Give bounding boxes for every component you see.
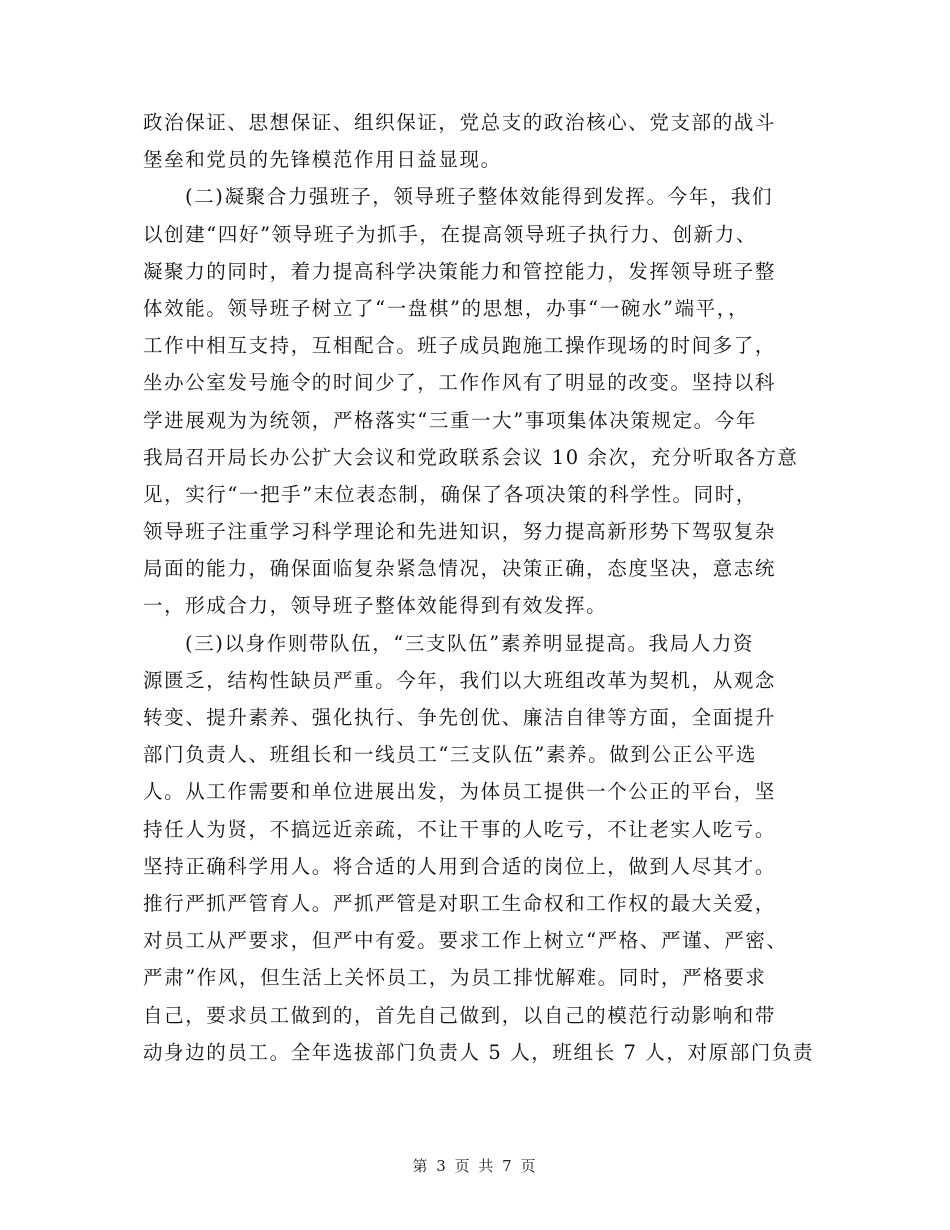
text-line: 坚持正确科学用人。将合适的人用到合适的岗位上，做到人尽其才。 [143, 854, 777, 878]
text-line: 学进展观为为统领，严格落实“三重一大”事项集体决策规定。今年 [143, 408, 757, 432]
text-line: 动身边的员工。全年选拔部门负责人 5 人，班组长 7 人，对原部门负责 [143, 1040, 815, 1064]
text-line: 局面的能力，确保面临复杂紧急情况，决策正确，态度坚决，意志统 [143, 557, 777, 581]
body-text [143, 104, 815, 1071]
text-line: 见，实行“一把手”末位表态制，确保了各项决策的科学性。同时， [143, 482, 757, 506]
text-line: 体效能。领导班子树立了“一盘棋”的思想，办事“一碗水”端平，， [143, 296, 750, 320]
text-line: 一，形成合力，领导班子整体效能得到有效发挥。 [143, 594, 608, 618]
text-line: 政治保证、思想保证、组织保证，党总支的政治核心、党支部的战斗 [143, 111, 777, 134]
paragraph-first-line: (三)以身作则带队伍，“三支队伍”素养明显提高。我局人力资 [185, 631, 755, 655]
text-line: 我局召开局长办公扩大会议和党政联系会议 10 余次，充分听取各方意 [143, 445, 799, 469]
text-line: 人。从工作需要和单位进展出发，为体员工提供一个公正的平台，坚 [143, 780, 777, 804]
text-line: 工作中相互支持，互相配合。班子成员跑施工操作现场的时间多了， [143, 334, 777, 358]
text-line: 持任人为贤，不搞远近亲疏，不让干事的人吃亏，不让老实人吃亏。 [143, 817, 777, 841]
paragraph-first-line: (二)凝聚合力强班子，领导班子整体效能得到发挥。今年，我们 [185, 185, 774, 209]
text-line: 源匮乏，结构性缺员严重。今年，我们以大班组改革为契机，从观念 [143, 668, 777, 692]
text-line: 坐办公室发号施令的时间少了，工作作风有了明显的改变。坚持以科 [143, 371, 777, 395]
text-line: 部门负责人、班组长和一线员工“三支队伍”素养。做到公正公平选 [143, 743, 757, 767]
text-line: 领导班子注重学习科学理论和先进知识，努力提高新形势下驾驭复杂 [143, 520, 777, 544]
text-line: 推行严抓严管育人。严抓严管是对职工生命权和工作权的最大关爱， [143, 891, 777, 915]
text-line: 凝聚力的同时，着力提高科学决策能力和管控能力，发挥领导班子整 [143, 259, 777, 283]
text-line: 严肃”作风，但生活上关怀员工，为员工排忧解难。同时，严格要求 [143, 966, 767, 990]
page-number-footer: 第 3 页 共 7 页 [412, 1157, 538, 1175]
text-line: 堡垒和党员的先锋模范作用日益显现。 [143, 148, 502, 172]
text-line: 转变、提升素养、强化执行、争先创优、廉洁自律等方面，全面提升 [143, 706, 777, 729]
text-line: 对员工从严要求，但严中有爱。要求工作上树立“严格、严谨、严密、 [143, 929, 788, 953]
text-line: 以创建“四好”领导班子为抓手，在提高领导班子执行力、创新力、 [143, 222, 757, 246]
text-line: 自己，要求员工做到的，首先自己做到，以自己的模范行动影响和带 [143, 1003, 777, 1027]
